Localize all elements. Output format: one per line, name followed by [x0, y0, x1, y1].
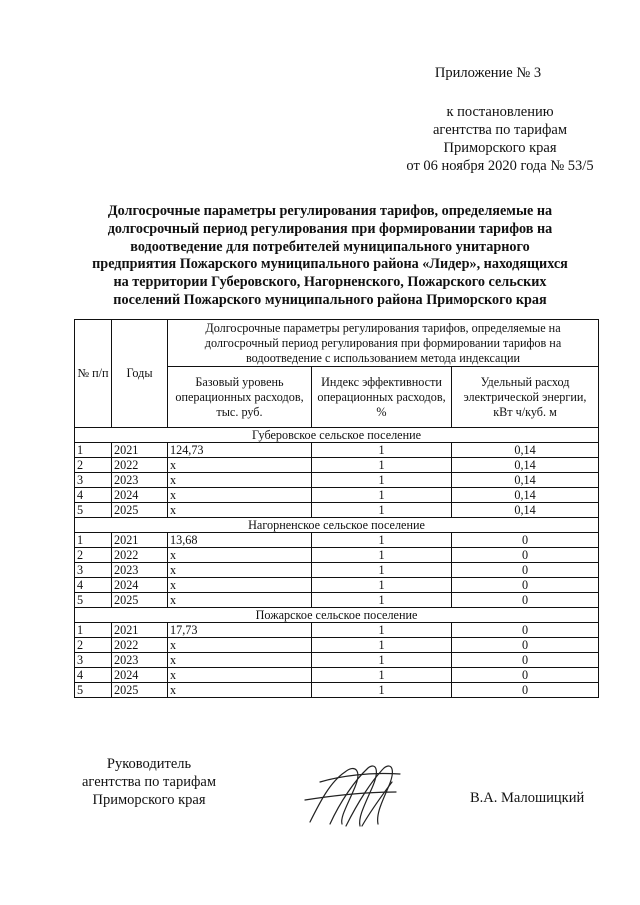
row-energy-consumption: 0: [452, 533, 599, 548]
table-row: [75, 593, 599, 608]
table-row: [75, 683, 599, 698]
row-year: 2023: [112, 563, 168, 578]
row-base-level: x: [168, 593, 312, 608]
row-number: 3: [75, 653, 112, 668]
row-number: 1: [75, 533, 112, 548]
row-number: 3: [75, 563, 112, 578]
row-year: 2021: [112, 623, 168, 638]
signer-position: [64, 755, 234, 809]
row-efficiency-index: 1: [312, 653, 452, 668]
row-base-level: x: [168, 548, 312, 563]
row-number: 2: [75, 638, 112, 653]
row-number: 4: [75, 488, 112, 503]
title-line: предприятия Пожарского муниципального района «Лидер», находящихся: [92, 256, 568, 273]
table-row: [75, 458, 599, 473]
signer-line: Руководитель: [106, 756, 192, 772]
row-efficiency-index: 1: [312, 488, 452, 503]
row-base-level: x: [168, 458, 312, 473]
group-header: Долгосрочные параметры регулирования тарифов, определяемые на долгосрочный период регулирования при формировании тарифов на водоотведение с использованием метода индексации: [168, 320, 599, 367]
table-row: [75, 578, 599, 593]
table-row: [75, 503, 599, 518]
column-header-years: Годы: [112, 320, 168, 428]
table-row: [75, 443, 599, 458]
row-year: 2022: [112, 548, 168, 563]
title-line: поселений Пожарского муниципального района Приморского края: [113, 291, 547, 308]
row-number: 3: [75, 473, 112, 488]
row-year: 2024: [112, 668, 168, 683]
row-year: 2023: [112, 473, 168, 488]
annex-title: Приложение № 3: [434, 65, 542, 81]
document-title: [60, 203, 600, 310]
section-row: [75, 428, 599, 443]
title-line: на территории Губеровского, Нагорненского, Пожарского сельских: [113, 274, 547, 291]
row-efficiency-index: 1: [312, 533, 452, 548]
row-efficiency-index: 1: [312, 443, 452, 458]
table-row: [75, 638, 599, 653]
row-year: 2021: [112, 443, 168, 458]
row-efficiency-index: 1: [312, 548, 452, 563]
annex-line: от 06 ноября 2020 года № 53/5: [406, 158, 594, 174]
row-base-level: x: [168, 578, 312, 593]
table-row: [75, 473, 599, 488]
table-row: [75, 563, 599, 578]
column-header-number: № п/п: [75, 320, 112, 428]
row-energy-consumption: 0,14: [452, 503, 599, 518]
title-line: долгосрочный период регулирования при формировании тарифов на: [107, 220, 553, 237]
row-efficiency-index: 1: [312, 473, 452, 488]
row-number: 4: [75, 578, 112, 593]
section-row: [75, 608, 599, 623]
row-base-level: x: [168, 683, 312, 698]
table-row: [75, 533, 599, 548]
title-line: Долгосрочные параметры регулирования тарифов, определяемые на: [107, 203, 553, 219]
row-year: 2024: [112, 578, 168, 593]
row-energy-consumption: 0: [452, 563, 599, 578]
table-row: [75, 488, 599, 503]
row-energy-consumption: 0: [452, 668, 599, 683]
column-header-base-level: Базовый уровень операционных расходов, тыс. руб.: [168, 367, 312, 428]
row-efficiency-index: 1: [312, 593, 452, 608]
row-base-level: x: [168, 473, 312, 488]
row-number: 4: [75, 668, 112, 683]
row-energy-consumption: 0: [452, 623, 599, 638]
row-energy-consumption: 0: [452, 638, 599, 653]
row-base-level: 13,68: [168, 533, 312, 548]
row-energy-consumption: 0: [452, 548, 599, 563]
section-row: [75, 518, 599, 533]
row-year: 2023: [112, 653, 168, 668]
row-base-level: 124,73: [168, 443, 312, 458]
column-header-efficiency-index: Индекс эффективности операционных расходов, %: [312, 367, 452, 428]
row-energy-consumption: 0,14: [452, 443, 599, 458]
section-name: Нагорненское сельское поселение: [75, 518, 599, 533]
row-energy-consumption: 0,14: [452, 458, 599, 473]
row-number: 5: [75, 503, 112, 518]
row-year: 2024: [112, 488, 168, 503]
row-number: 2: [75, 548, 112, 563]
row-efficiency-index: 1: [312, 458, 452, 473]
row-base-level: x: [168, 563, 312, 578]
table-body: [75, 428, 599, 698]
row-energy-consumption: 0: [452, 683, 599, 698]
row-year: 2025: [112, 683, 168, 698]
row-year: 2021: [112, 533, 168, 548]
section-name: Пожарское сельское поселение: [75, 608, 599, 623]
annex-line: к постановлению: [446, 104, 554, 120]
row-energy-consumption: 0,14: [452, 473, 599, 488]
row-number: 1: [75, 443, 112, 458]
row-energy-consumption: 0: [452, 578, 599, 593]
row-base-level: x: [168, 503, 312, 518]
row-efficiency-index: 1: [312, 638, 452, 653]
row-base-level: x: [168, 488, 312, 503]
row-year: 2022: [112, 638, 168, 653]
row-year: 2025: [112, 593, 168, 608]
row-year: 2025: [112, 503, 168, 518]
row-efficiency-index: 1: [312, 668, 452, 683]
table-row: [75, 623, 599, 638]
row-number: 5: [75, 683, 112, 698]
annex-line: агентства по тарифам: [433, 122, 567, 138]
title-line: водоотведение для потребителей муниципального унитарного: [130, 238, 530, 255]
column-header-energy-consumption: Удельный расход электрической энергии, кВт ч/куб. м: [452, 367, 599, 428]
row-efficiency-index: 1: [312, 503, 452, 518]
row-efficiency-index: 1: [312, 623, 452, 638]
row-base-level: x: [168, 668, 312, 683]
tariff-parameters-table: [74, 319, 599, 698]
row-energy-consumption: 0: [452, 593, 599, 608]
row-year: 2022: [112, 458, 168, 473]
row-efficiency-index: 1: [312, 578, 452, 593]
row-number: 1: [75, 623, 112, 638]
row-base-level: x: [168, 653, 312, 668]
table-row: [75, 548, 599, 563]
signer-line: агентства по тарифам: [82, 774, 216, 790]
annex-line: Приморского края: [443, 140, 557, 156]
row-efficiency-index: 1: [312, 563, 452, 578]
table-row: [75, 668, 599, 683]
section-name: Губеровское сельское поселение: [75, 428, 599, 443]
row-efficiency-index: 1: [312, 683, 452, 698]
handwritten-signature: [300, 752, 410, 832]
row-base-level: x: [168, 638, 312, 653]
row-energy-consumption: 0,14: [452, 488, 599, 503]
row-number: 5: [75, 593, 112, 608]
row-energy-consumption: 0: [452, 653, 599, 668]
table-row: [75, 653, 599, 668]
annex-reference: [360, 103, 640, 175]
signer-line: Приморского края: [92, 792, 206, 808]
row-base-level: 17,73: [168, 623, 312, 638]
row-number: 2: [75, 458, 112, 473]
signer-name: В.А. Малошицкий: [470, 790, 585, 806]
